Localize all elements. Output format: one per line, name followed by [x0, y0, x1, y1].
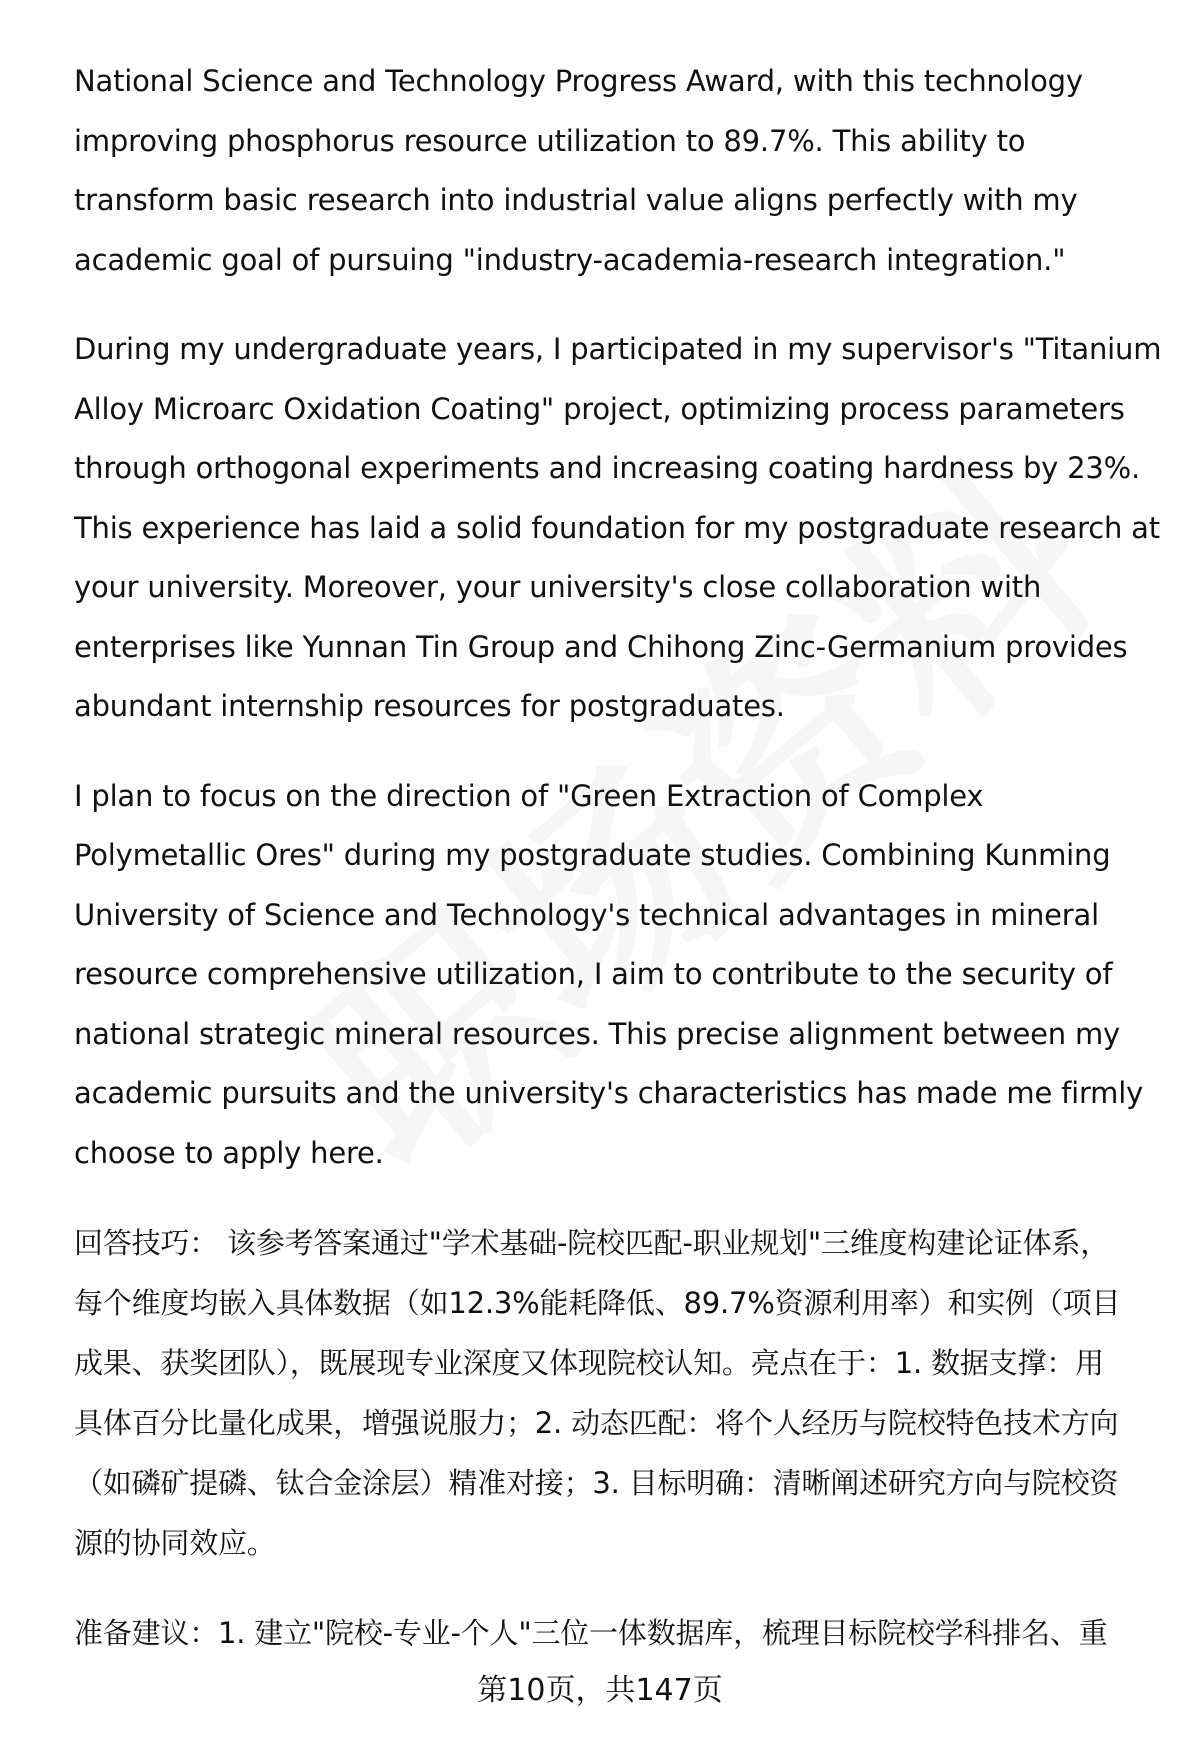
text-line: academic goal of pursuing "industry-academia-research integration.": [74, 242, 1066, 277]
paragraph-3: [74, 767, 1152, 1184]
text-line: abundant internship resources for postgraduates.: [74, 689, 785, 723]
paragraph-1: [74, 52, 1152, 290]
text-line: 源的协同效应。: [74, 1526, 276, 1560]
text-line: choose to apply here.: [74, 1135, 384, 1170]
text-line: University of Science and Technology's technical advantages in mineral: [74, 897, 1099, 932]
text-line: enterprises like Yunnan Tin Group and Chihong Zinc-Germanium provides: [74, 629, 1128, 664]
text-line: academic pursuits and the university's characteristics has made me firmly: [74, 1076, 1144, 1110]
text-line: 每个维度均嵌入具体数据（如12.3%能耗降低、89.7%资源利用率）和实例（项目: [74, 1286, 1121, 1320]
text-line: resource comprehensive utilization, I aim to contribute to the security of: [74, 957, 1113, 991]
preparation-advice-paragraph: [74, 1603, 1152, 1663]
paragraph-2: [74, 320, 1162, 737]
answer-tips-paragraph: [74, 1213, 1152, 1573]
text-line: improving phosphorus resource utilization to 89.7%. This ability to: [74, 123, 1026, 158]
text-line: 准备建议：1. 建立"院校-专业-个人"三位一体数据库，梳理目标院校学科排名、重: [74, 1616, 1108, 1650]
text-line: National Science and Technology Progress Award, with this technology: [74, 64, 1083, 98]
text-line: During my undergraduate years, I participated in my supervisor's "Titanium: [74, 332, 1162, 366]
text-line: national strategic mineral resources. This precise alignment between my: [74, 1016, 1120, 1051]
page-number: 第10页，共147页: [477, 1673, 723, 1708]
text-line: （如磷矿提磷、钛合金涂层）精准对接；3. 目标明确：清晰阐述研究方向与院校资: [74, 1466, 1119, 1500]
text-line: Alloy Microarc Oxidation Coating" project, optimizing process parameters: [74, 391, 1125, 426]
text-line: your university. Moreover, your university's close collaboration with: [74, 570, 1042, 604]
text-line: This experience has laid a solid foundation for my postgraduate research at: [74, 510, 1160, 545]
text-line: 成果、获奖团队），既展现专业深度又体现院校认知。亮点在于：1. 数据支撑：用: [74, 1346, 1104, 1380]
text-line: transform basic research into industrial value aligns perfectly with my: [74, 183, 1078, 217]
text-line: I plan to focus on the direction of "Green Extraction of Complex: [74, 778, 984, 813]
text-line: Polymetallic Ores" during my postgraduate studies. Combining Kunming: [74, 838, 1111, 872]
text-line: 回答技巧： 该参考答案通过"学术基础-院校匹配-职业规划"三维度构建论证体系，: [74, 1226, 1110, 1260]
document-body: [74, 52, 1162, 1693]
text-line: 具体百分比量化成果，增强说服力；2. 动态匹配：将个人经历与院校特色技术方向: [74, 1406, 1119, 1440]
text-line: through orthogonal experiments and increasing coating hardness by 23%.: [74, 451, 1141, 485]
